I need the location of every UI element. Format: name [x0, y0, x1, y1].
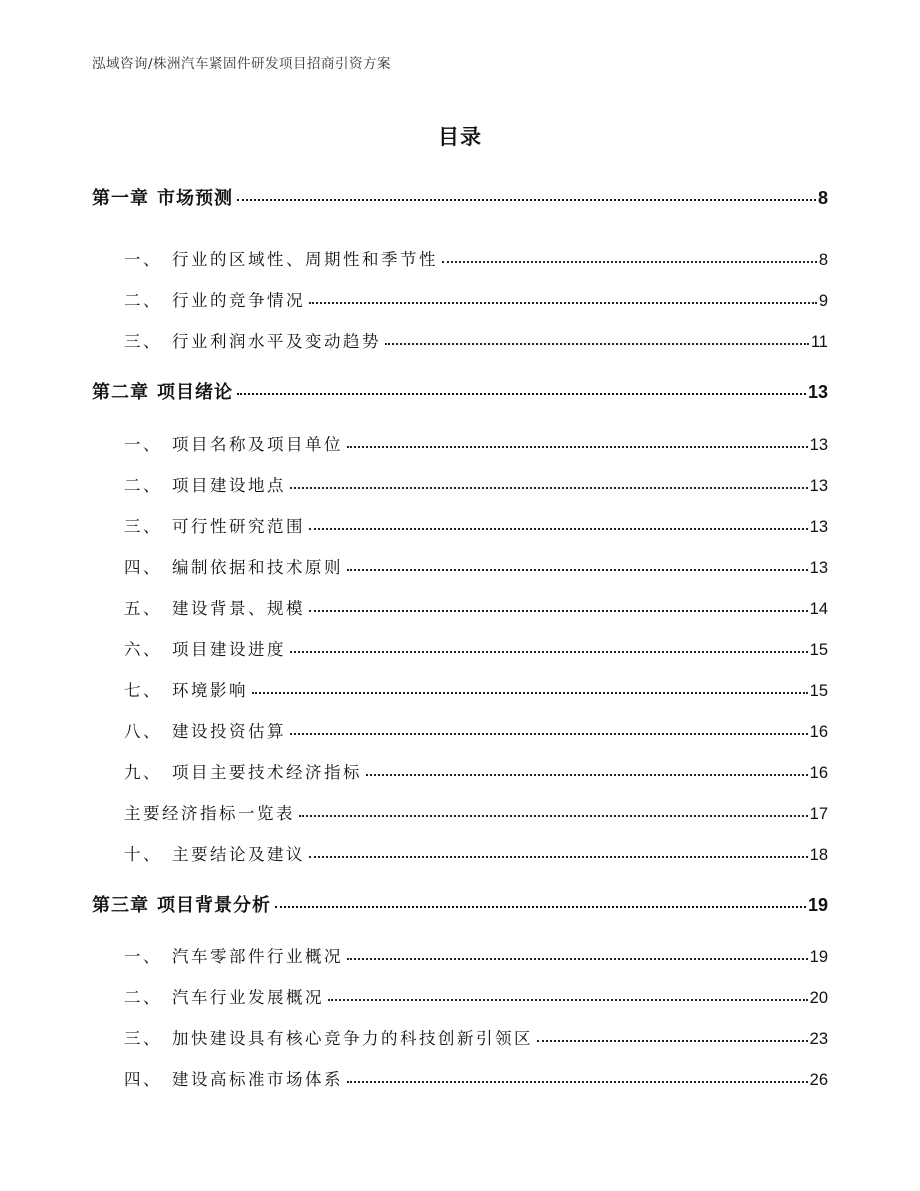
toc-entry-page: 17 — [809, 805, 828, 823]
toc-entry-page: 13 — [809, 477, 828, 495]
dot-leader — [299, 803, 808, 820]
toc-entry-page: 13 — [809, 559, 828, 577]
toc-entry-section[interactable] — [124, 328, 828, 352]
dot-leader — [237, 380, 806, 398]
dot-leader — [309, 290, 817, 307]
dot-leader — [347, 946, 808, 963]
toc-entry-section[interactable] — [124, 1025, 828, 1049]
toc-entry-number: 三、 — [124, 332, 162, 351]
toc-entry-section[interactable] — [124, 943, 828, 967]
toc-entry-label: 行业利润水平及变动趋势 — [172, 332, 381, 351]
toc-entry-number: 三、 — [124, 1029, 162, 1048]
toc-entry-label: 项目名称及项目单位 — [172, 435, 343, 454]
toc-entry-page: 15 — [809, 641, 828, 659]
toc-entry-section[interactable] — [124, 718, 828, 742]
toc-entry-label: 项目建设进度 — [172, 640, 286, 659]
dot-leader — [290, 639, 808, 656]
toc-entry-section[interactable] — [124, 636, 828, 660]
dot-leader — [309, 598, 808, 615]
toc-entry-page: 13 — [809, 518, 828, 536]
dot-leader — [385, 331, 809, 348]
toc-entry-label: 加快建设具有核心竞争力的科技创新引领区 — [172, 1029, 533, 1048]
toc-entry-number: 九、 — [124, 763, 162, 782]
toc-entry-section[interactable] — [124, 759, 828, 783]
toc-entry-label: 项目绪论 — [157, 382, 233, 403]
toc-entry-label: 建设背景、规模 — [172, 599, 305, 618]
toc-entry-page: 15 — [809, 682, 828, 700]
toc-entry-page: 19 — [807, 895, 828, 915]
toc-entry-number: 一、 — [124, 947, 162, 966]
toc-entry-section[interactable] — [124, 554, 828, 578]
toc-entry-number: 十、 — [124, 845, 162, 864]
toc-entry-chapter[interactable] — [92, 891, 828, 917]
toc-title: 目录 — [438, 125, 482, 149]
toc-entry-label: 项目背景分析 — [157, 895, 271, 916]
toc-entry-section[interactable] — [124, 984, 828, 1008]
dot-leader — [252, 680, 808, 697]
toc-entry-number: 三、 — [124, 517, 162, 536]
toc-entry-section[interactable] — [124, 513, 828, 537]
dot-leader — [366, 762, 808, 779]
toc-entry-number: 第一章 — [92, 188, 149, 209]
toc-entry-chapter[interactable] — [92, 184, 828, 210]
toc-entry-page: 9 — [818, 292, 828, 310]
dot-leader — [309, 844, 808, 861]
dot-leader — [442, 249, 817, 266]
toc-entry-label: 行业的竞争情况 — [172, 291, 305, 310]
toc-entry-page: 26 — [809, 1071, 828, 1089]
toc-entry-number: 一、 — [124, 435, 162, 454]
toc-entry-section[interactable] — [124, 472, 828, 496]
toc-entry-page: 23 — [809, 1030, 828, 1048]
toc-entry-section[interactable] — [124, 677, 828, 701]
toc-entry-section[interactable] — [124, 1066, 828, 1090]
toc-entry-number: 七、 — [124, 681, 162, 700]
toc-entry-number: 六、 — [124, 640, 162, 659]
dot-leader — [275, 893, 806, 911]
toc-entry-label: 主要经济指标一览表 — [124, 804, 295, 823]
toc-entry-label: 项目主要技术经济指标 — [172, 763, 362, 782]
toc-entry-number: 四、 — [124, 1070, 162, 1089]
toc-entry-page: 16 — [809, 764, 828, 782]
toc-entry-label: 汽车行业发展概况 — [172, 988, 324, 1007]
dot-leader — [237, 186, 816, 204]
toc-entry-label: 项目建设地点 — [172, 476, 286, 495]
toc-entry-label: 主要结论及建议 — [172, 845, 305, 864]
toc-entry-label: 环境影响 — [172, 681, 248, 700]
toc-entry-chapter[interactable] — [92, 378, 828, 404]
toc-entry-page: 13 — [807, 382, 828, 402]
toc-entry-label: 市场预测 — [157, 188, 233, 209]
toc-entry-label: 编制依据和技术原则 — [172, 558, 343, 577]
toc-entry-page: 8 — [817, 188, 828, 208]
toc-entry-number: 二、 — [124, 988, 162, 1007]
toc-entry-label: 建设投资估算 — [172, 722, 286, 741]
toc-entry-page: 11 — [810, 333, 828, 351]
dot-leader — [328, 987, 808, 1004]
dot-leader — [347, 1069, 808, 1086]
toc-entry-page: 16 — [809, 723, 828, 741]
toc-entry-section[interactable] — [124, 841, 828, 865]
toc-entry-label: 行业的区域性、周期性和季节性 — [172, 250, 438, 269]
dot-leader — [347, 434, 808, 451]
toc-entry-page: 8 — [818, 251, 828, 269]
dot-leader — [347, 557, 808, 574]
toc-entry-number: 五、 — [124, 599, 162, 618]
dot-leader — [309, 516, 808, 533]
running-header: 泓域咨询/株洲汽车紧固件研发项目招商引资方案 — [92, 56, 392, 72]
toc-entry-page: 19 — [809, 948, 828, 966]
toc-entry-number: 八、 — [124, 722, 162, 741]
toc-entry-number: 二、 — [124, 291, 162, 310]
toc-entry-page: 20 — [809, 989, 828, 1007]
dot-leader — [537, 1028, 808, 1045]
toc-entry-number: 第三章 — [92, 895, 149, 916]
toc-entry-number: 二、 — [124, 476, 162, 495]
toc-entry-section[interactable] — [124, 431, 828, 455]
toc-entry-sub[interactable] — [124, 800, 828, 824]
toc-entry-page: 13 — [809, 436, 828, 454]
toc-entry-number: 一、 — [124, 250, 162, 269]
toc-entry-section[interactable] — [124, 246, 828, 270]
toc-entry-section[interactable] — [124, 595, 828, 619]
toc-entry-page: 18 — [809, 846, 828, 864]
toc-entry-label: 可行性研究范围 — [172, 517, 305, 536]
toc-entry-number: 第二章 — [92, 382, 149, 403]
dot-leader — [290, 475, 808, 492]
toc-entry-page: 14 — [809, 600, 828, 618]
toc-entry-number: 四、 — [124, 558, 162, 577]
toc-entry-section[interactable] — [124, 287, 828, 311]
toc-entry-label: 建设高标准市场体系 — [172, 1070, 343, 1089]
toc-entry-label: 汽车零部件行业概况 — [172, 947, 343, 966]
dot-leader — [290, 721, 808, 738]
